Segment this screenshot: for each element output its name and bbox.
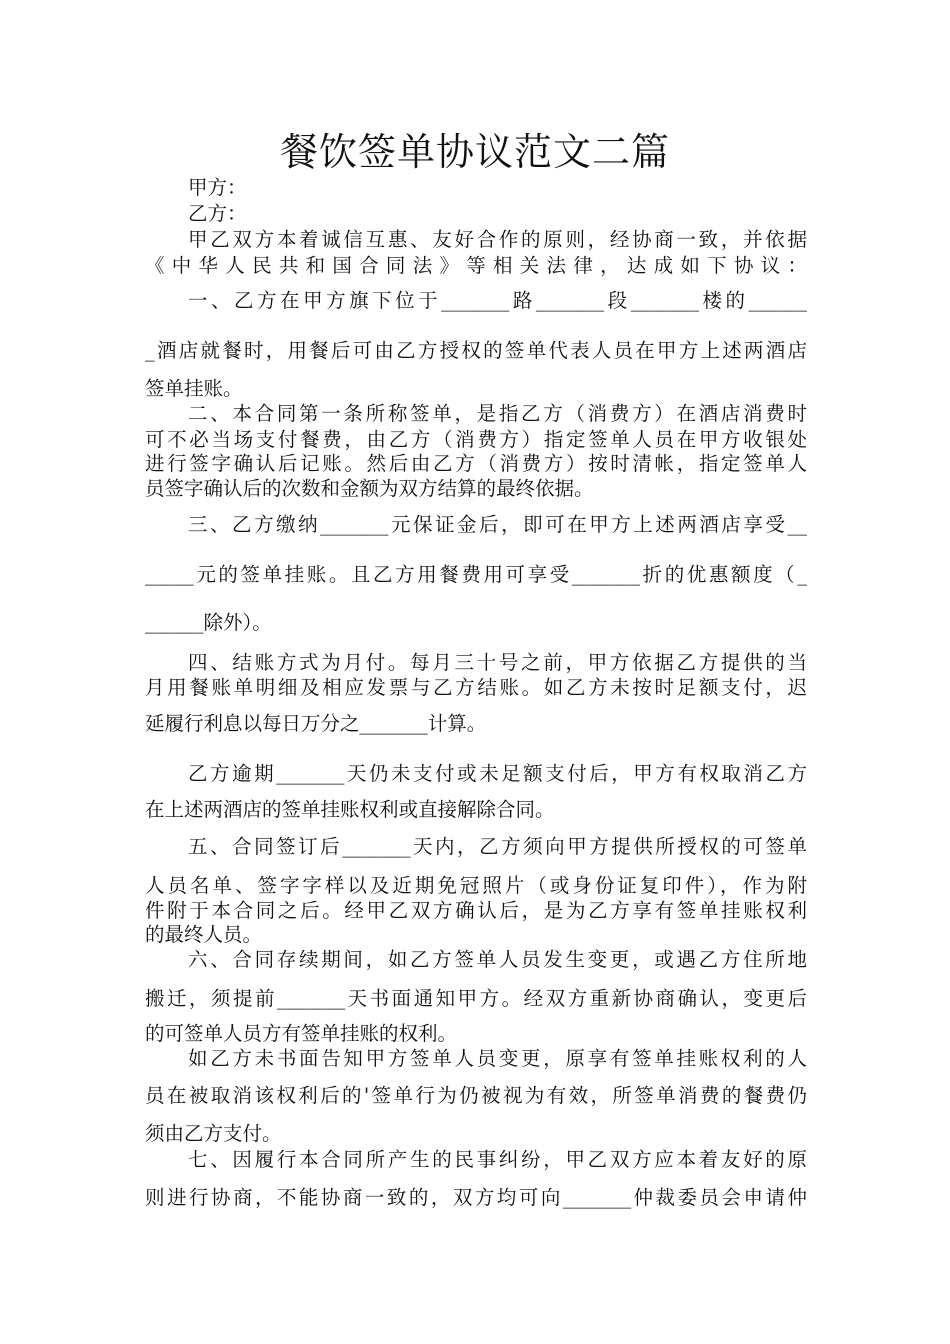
clause-6-line: 六、合同存续期间，如乙方签单人员发生变更，或遇乙方住所地 — [188, 948, 807, 971]
clause-4-line: 四、结账方式为月付。每月三十号之前，甲方依据乙方提供的当 — [188, 651, 807, 674]
clause-5-line: 五、合同签订后_______天内，乙方须向甲方提供所授权的可签单 — [188, 835, 807, 858]
clause-6-line: 搬迁，须提前_______天书面通知甲方。经双方重新协商确认，变更后 — [145, 987, 807, 1010]
clause-6-line: 员在被取消该权利后的'签单行为仍被视为有效，所签单消费的餐费仍 — [145, 1084, 807, 1107]
clause-4-line: 乙方逾期_______天仍未支付或未足额支付后，甲方有权取消乙方 — [188, 762, 807, 785]
party-a-line: 甲方： — [188, 176, 247, 199]
clause-2-line: 二、本合同第一条所称签单，是指乙方（消费方）在酒店消费时 — [188, 402, 807, 425]
clause-7-line: 则进行协商，不能协商一致的，双方均可向_______仲裁委员会申请仲 — [145, 1186, 807, 1209]
clause-4-line: 在上述两酒店的签单挂账权利或直接解除合同。 — [145, 798, 555, 821]
clause-5-line: 件附于本合同之后。经甲乙双方确认后，是为乙方享有签单挂账权利 — [145, 899, 807, 922]
clause-4-line: 月用餐账单明细及相应发票与乙方结账。如乙方未按时足额支付，迟 — [145, 676, 807, 699]
clause-3-line: 三、乙方缴纳_______元保证金后，即可在甲方上述两酒店享受__ — [188, 513, 807, 536]
clause-6-line: 如乙方未书面告知甲方签单人员变更，原享有签单挂账权利的人 — [188, 1047, 807, 1070]
paragraph-line: 甲乙双方本着诚信互惠、友好合作的原则，经协商一致，并依据 — [188, 228, 807, 251]
clause-1-line: 签单挂账。 — [145, 377, 243, 400]
clause-4-line: 延履行利息以每日万分之_______计算。 — [145, 712, 487, 735]
clause-2-line: 进行签字确认后记账。然后由乙方（消费方）按时清帐，指定签单人 — [145, 452, 807, 475]
clause-5-line: 的最终人员。 — [145, 923, 263, 946]
clause-7-line: 七、因履行本合同所产生的民事纠纷，甲乙双方应本着友好的原 — [188, 1148, 807, 1171]
clause-1-line: _酒店就餐时，用餐后可由乙方授权的签单代表人员在甲方上述两酒店 — [145, 339, 807, 362]
clause-1-line: 一、乙方在甲方旗下位于_______路_______段_______楼的______ — [188, 289, 807, 312]
paragraph-line: 《中华人民共和国合同法》等相关法律，达成如下协议： — [145, 254, 807, 277]
clause-3-line: ______除外）。 — [145, 611, 272, 634]
document-title: 餐饮签单协议范文二篇 — [279, 130, 670, 174]
party-b-line: 乙方： — [188, 202, 247, 225]
clause-2-line: 可不必当场支付餐费，由乙方（消费方）指定签单人员在甲方收银处 — [145, 428, 807, 451]
clause-6-line: 须由乙方支付。 — [145, 1122, 282, 1145]
clause-5-line: 人员名单、签字字样以及近期免冠照片（或身份证复印件），作为附 — [145, 874, 807, 897]
clause-6-line: 的可签单人员方有签单挂账的权利。 — [145, 1022, 458, 1045]
clause-2-line: 员签字确认后的次数和金额为双方结算的最终依据。 — [145, 477, 594, 500]
clause-3-line: _____元的签单挂账。且乙方用餐费用可享受_______折的优惠额度（_ — [145, 563, 807, 586]
